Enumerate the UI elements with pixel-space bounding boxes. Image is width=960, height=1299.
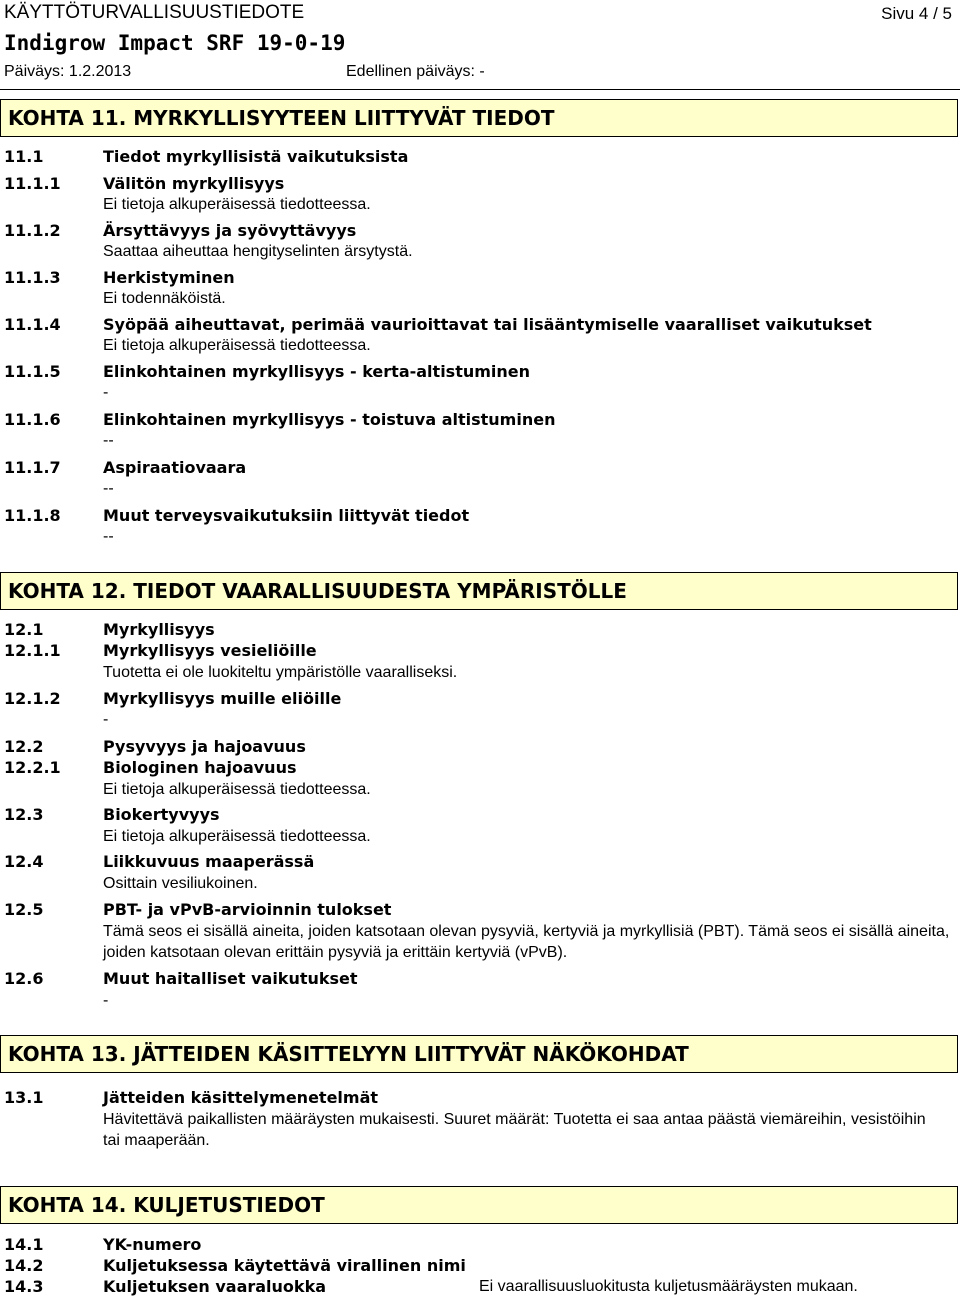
item-number: 11.1.1 [4, 174, 61, 193]
item-number: 14.2 [4, 1256, 44, 1275]
item-title: YK-numero [103, 1235, 202, 1254]
item-title: Biologinen hajoavuus [103, 758, 297, 777]
item-text: Osittain vesiliukoinen. [103, 875, 258, 892]
item-text: Ei tietoja alkuperäisessä tiedotteessa. [103, 828, 371, 845]
item-number: 11.1.8 [4, 506, 61, 525]
item-title: Jätteiden käsittelymenetelmät [103, 1088, 379, 1107]
item-number: 12.6 [4, 969, 44, 988]
item-number: 12.1 [4, 620, 44, 639]
item-title: Kuljetuksessa käytettävä virallinen nimi [103, 1256, 466, 1275]
item-title: Myrkyllisyys muille eliöille [103, 689, 342, 708]
item-title: Ärsyttävyys ja syövyttävyys [103, 221, 357, 240]
item-number: 11.1.7 [4, 458, 61, 477]
item-text: Ei tietoja alkuperäisessä tiedotteessa. [103, 196, 371, 213]
item-title: Elinkohtainen myrkyllisyys - kerta-altistuminen [103, 362, 531, 381]
issue-date: Päiväys: 1.2.2013 [4, 63, 132, 80]
item-number: 12.2.1 [4, 758, 61, 777]
section-12-heading: KOHTA 12. TIEDOT VAARALLISUUDESTA YMPÄRISTÖLLE [0, 572, 958, 610]
page-number: Sivu 4 / 5 [881, 4, 952, 23]
item-text: - [103, 992, 109, 1009]
item-title: Pysyvyys ja hajoavuus [103, 737, 306, 756]
item-title: Elinkohtainen myrkyllisyys - toistuva altistuminen [103, 410, 556, 429]
item-text: - [103, 384, 109, 401]
item-text: Ei vaarallisuusluokitusta kuljetusmääräysten mukaan. [479, 1278, 858, 1295]
item-title: Biokertyvyys [103, 805, 220, 824]
item-title: Liikkuvuus maaperässä [103, 852, 315, 871]
header-divider [0, 89, 960, 90]
item-title: Muut terveysvaikutuksiin liittyvät tiedot [103, 506, 470, 525]
item-title: PBT- ja vPvB-arvioinnin tulokset [103, 900, 392, 919]
item-title: Kuljetuksen vaaraluokka [103, 1277, 326, 1296]
item-title: Myrkyllisyys vesieliöille [103, 641, 317, 660]
item-title: Tiedot myrkyllisistä vaikutuksista [103, 147, 409, 166]
item-text: - [103, 711, 109, 728]
item-number: 12.3 [4, 805, 44, 824]
section-11-heading: KOHTA 11. MYRKYLLISYYTEEN LIITTYVÄT TIEDOT [0, 99, 958, 137]
item-number: 11.1.5 [4, 362, 61, 381]
item-text: Hävitettävä paikallisten määräysten mukaisesti. Suuret määrät: Tuotetta ei saa antaa päästä viemäreihin, vesistöihin tai maaperään. [103, 1111, 926, 1149]
document-type: KÄYTTÖTURVALLISUUSTIEDOTE [4, 2, 305, 23]
item-text: Tuotetta ei ole luokiteltu ympäristölle vaaralliseksi. [103, 664, 458, 681]
item-number: 11.1.3 [4, 268, 61, 287]
item-number: 12.1.2 [4, 689, 61, 708]
section-14-heading: KOHTA 14. KULJETUSTIEDOT [0, 1186, 958, 1224]
item-number: 14.3 [4, 1277, 44, 1296]
item-title: Muut haitalliset vaikutukset [103, 969, 358, 988]
item-number: 11.1.6 [4, 410, 61, 429]
item-number: 11.1.2 [4, 221, 61, 240]
item-number: 11.1 [4, 147, 44, 166]
item-number: 12.4 [4, 852, 44, 871]
item-title: Syöpää aiheuttavat, perimää vaurioittavat tai lisääntymiselle vaaralliset vaikutukset [103, 315, 872, 334]
item-number: 14.1 [4, 1235, 44, 1254]
item-text: -- [103, 480, 114, 497]
item-number: 12.1.1 [4, 641, 61, 660]
item-text: Saattaa aiheuttaa hengityselinten ärsytystä. [103, 243, 413, 260]
item-number: 12.2 [4, 737, 44, 756]
previous-date: Edellinen päiväys: - [346, 63, 485, 80]
item-title: Aspiraatiovaara [103, 458, 247, 477]
item-title: Välitön myrkyllisyys [103, 174, 285, 193]
item-text: Ei tietoja alkuperäisessä tiedotteessa. [103, 337, 371, 354]
item-text: -- [103, 528, 114, 545]
item-title: Myrkyllisyys [103, 620, 215, 639]
item-text: Ei todennäköistä. [103, 290, 226, 307]
product-name: Indigrow Impact SRF 19-0-19 [4, 31, 346, 55]
item-text: Tämä seos ei sisällä aineita, joiden katsotaan olevan pysyviä, kertyviä ja myrkyllisiä (PBT). Tämä seos ei sisällä aineita, joiden katsotaan olevan erittäin pysyviä ja erittäin kertyviä (vPvB). [103, 923, 950, 961]
item-number: 13.1 [4, 1088, 44, 1107]
item-title: Herkistyminen [103, 268, 235, 287]
item-text: Ei tietoja alkuperäisessä tiedotteessa. [103, 781, 371, 798]
item-text: -- [103, 432, 114, 449]
item-number: 12.5 [4, 900, 44, 919]
item-number: 11.1.4 [4, 315, 61, 334]
section-13-heading: KOHTA 13. JÄTTEIDEN KÄSITTELYYN LIITTYVÄT NÄKÖKOHDAT [0, 1035, 958, 1073]
